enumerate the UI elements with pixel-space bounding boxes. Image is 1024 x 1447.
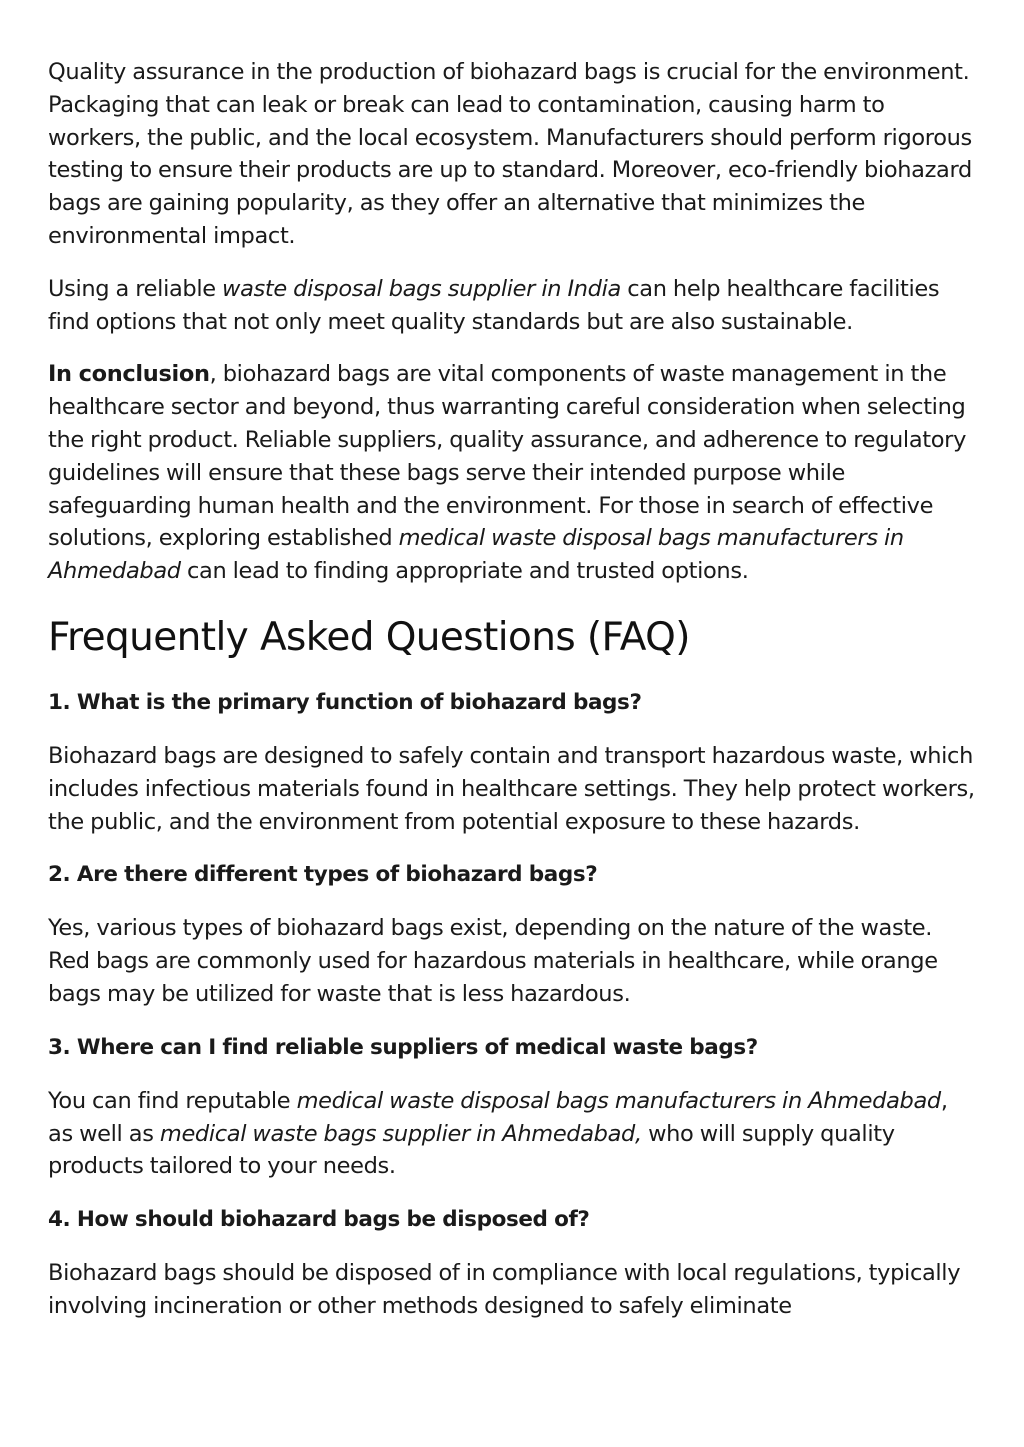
supplier-text-before: Using a reliable [48, 275, 223, 302]
faq-heading: Frequently Asked Questions (FAQ) [48, 614, 690, 660]
faq-answer-3 [48, 1085, 978, 1183]
faq-answer-1: Biohazard bags are designed to safely contain and transport hazardous waste, which includes infectious materials found in healthcare settings. They help protect workers, the public, and the environment from potential exposure to these hazards. [48, 742, 975, 835]
faq-question-4: 4. How should biohazard bags be disposed of? [48, 1207, 590, 1233]
manufacturers-ahmedabad-link-2: medical waste disposal bags manufacturers in Ahmedabad [296, 1087, 941, 1114]
manufacturers-ahmedabad-link: medical waste disposal bags manufacturers in Ahmedabad [48, 525, 904, 585]
faq-answer-2: Yes, various types of biohazard bags exist, depending on the nature of the waste. Red bags are commonly used for hazardous materials in healthcare, while orange bags may be utilized for waste that is less hazardous. [48, 915, 938, 1007]
answer-3-text-after: who will supply quality products tailored to your needs. [48, 1120, 895, 1180]
faq-answer-4: Biohazard bags should be disposed of in compliance with local regulations, typically involving incineration or other methods designed to safely eliminate [48, 1260, 961, 1319]
faq-question-3: 3. Where can I find reliable suppliers of medical waste bags? [48, 1034, 758, 1060]
conclusion-text: , biohazard bags are vital components of waste management in the healthcare sector and beyond, thus warranting careful consideration when selecting the right product. Reliable suppliers, quality assurance, and adherence to regulatory guidelines will ensure that these bags serve their intended purpose while safeguarding human health and the environment. For those in search of effective solutions, exploring established [48, 361, 967, 552]
conclusion-label: In conclusion [48, 361, 210, 388]
supplier-text-after: can help healthcare facilities find options that not only meet quality standards but are also sustainable. [48, 275, 940, 335]
supplier-paragraph [48, 273, 978, 339]
answer-3-text-mid: , as well as [48, 1087, 948, 1147]
conclusion-text-end: can lead to finding appropriate and trusted options. [180, 558, 749, 585]
answer-3-text-before: You can find reputable [48, 1087, 297, 1114]
faq-question-1: 1. What is the primary function of biohazard bags? [48, 689, 642, 715]
conclusion-paragraph [48, 358, 978, 588]
supplier-ahmedabad-link: medical waste bags supplier in Ahmedabad, [159, 1120, 642, 1147]
quality-assurance-paragraph: Quality assurance in the production of biohazard bags is crucial for the environment. Packaging that can leak or break can lead to contamination, causing harm to workers, the public, and the local ecosystem. Manufacturers should perform rigorous testing to ensure their products are up to standard. Moreover, eco-friendly biohazard bags are gaining popularity, as they offer an alternative that minimizes the environmental impact. [48, 59, 972, 249]
document-page [48, 56, 978, 1345]
faq-question-2: 2. Are there different types of biohazard bags? [48, 862, 598, 888]
supplier-india-link: waste disposal bags supplier in India [222, 275, 621, 302]
